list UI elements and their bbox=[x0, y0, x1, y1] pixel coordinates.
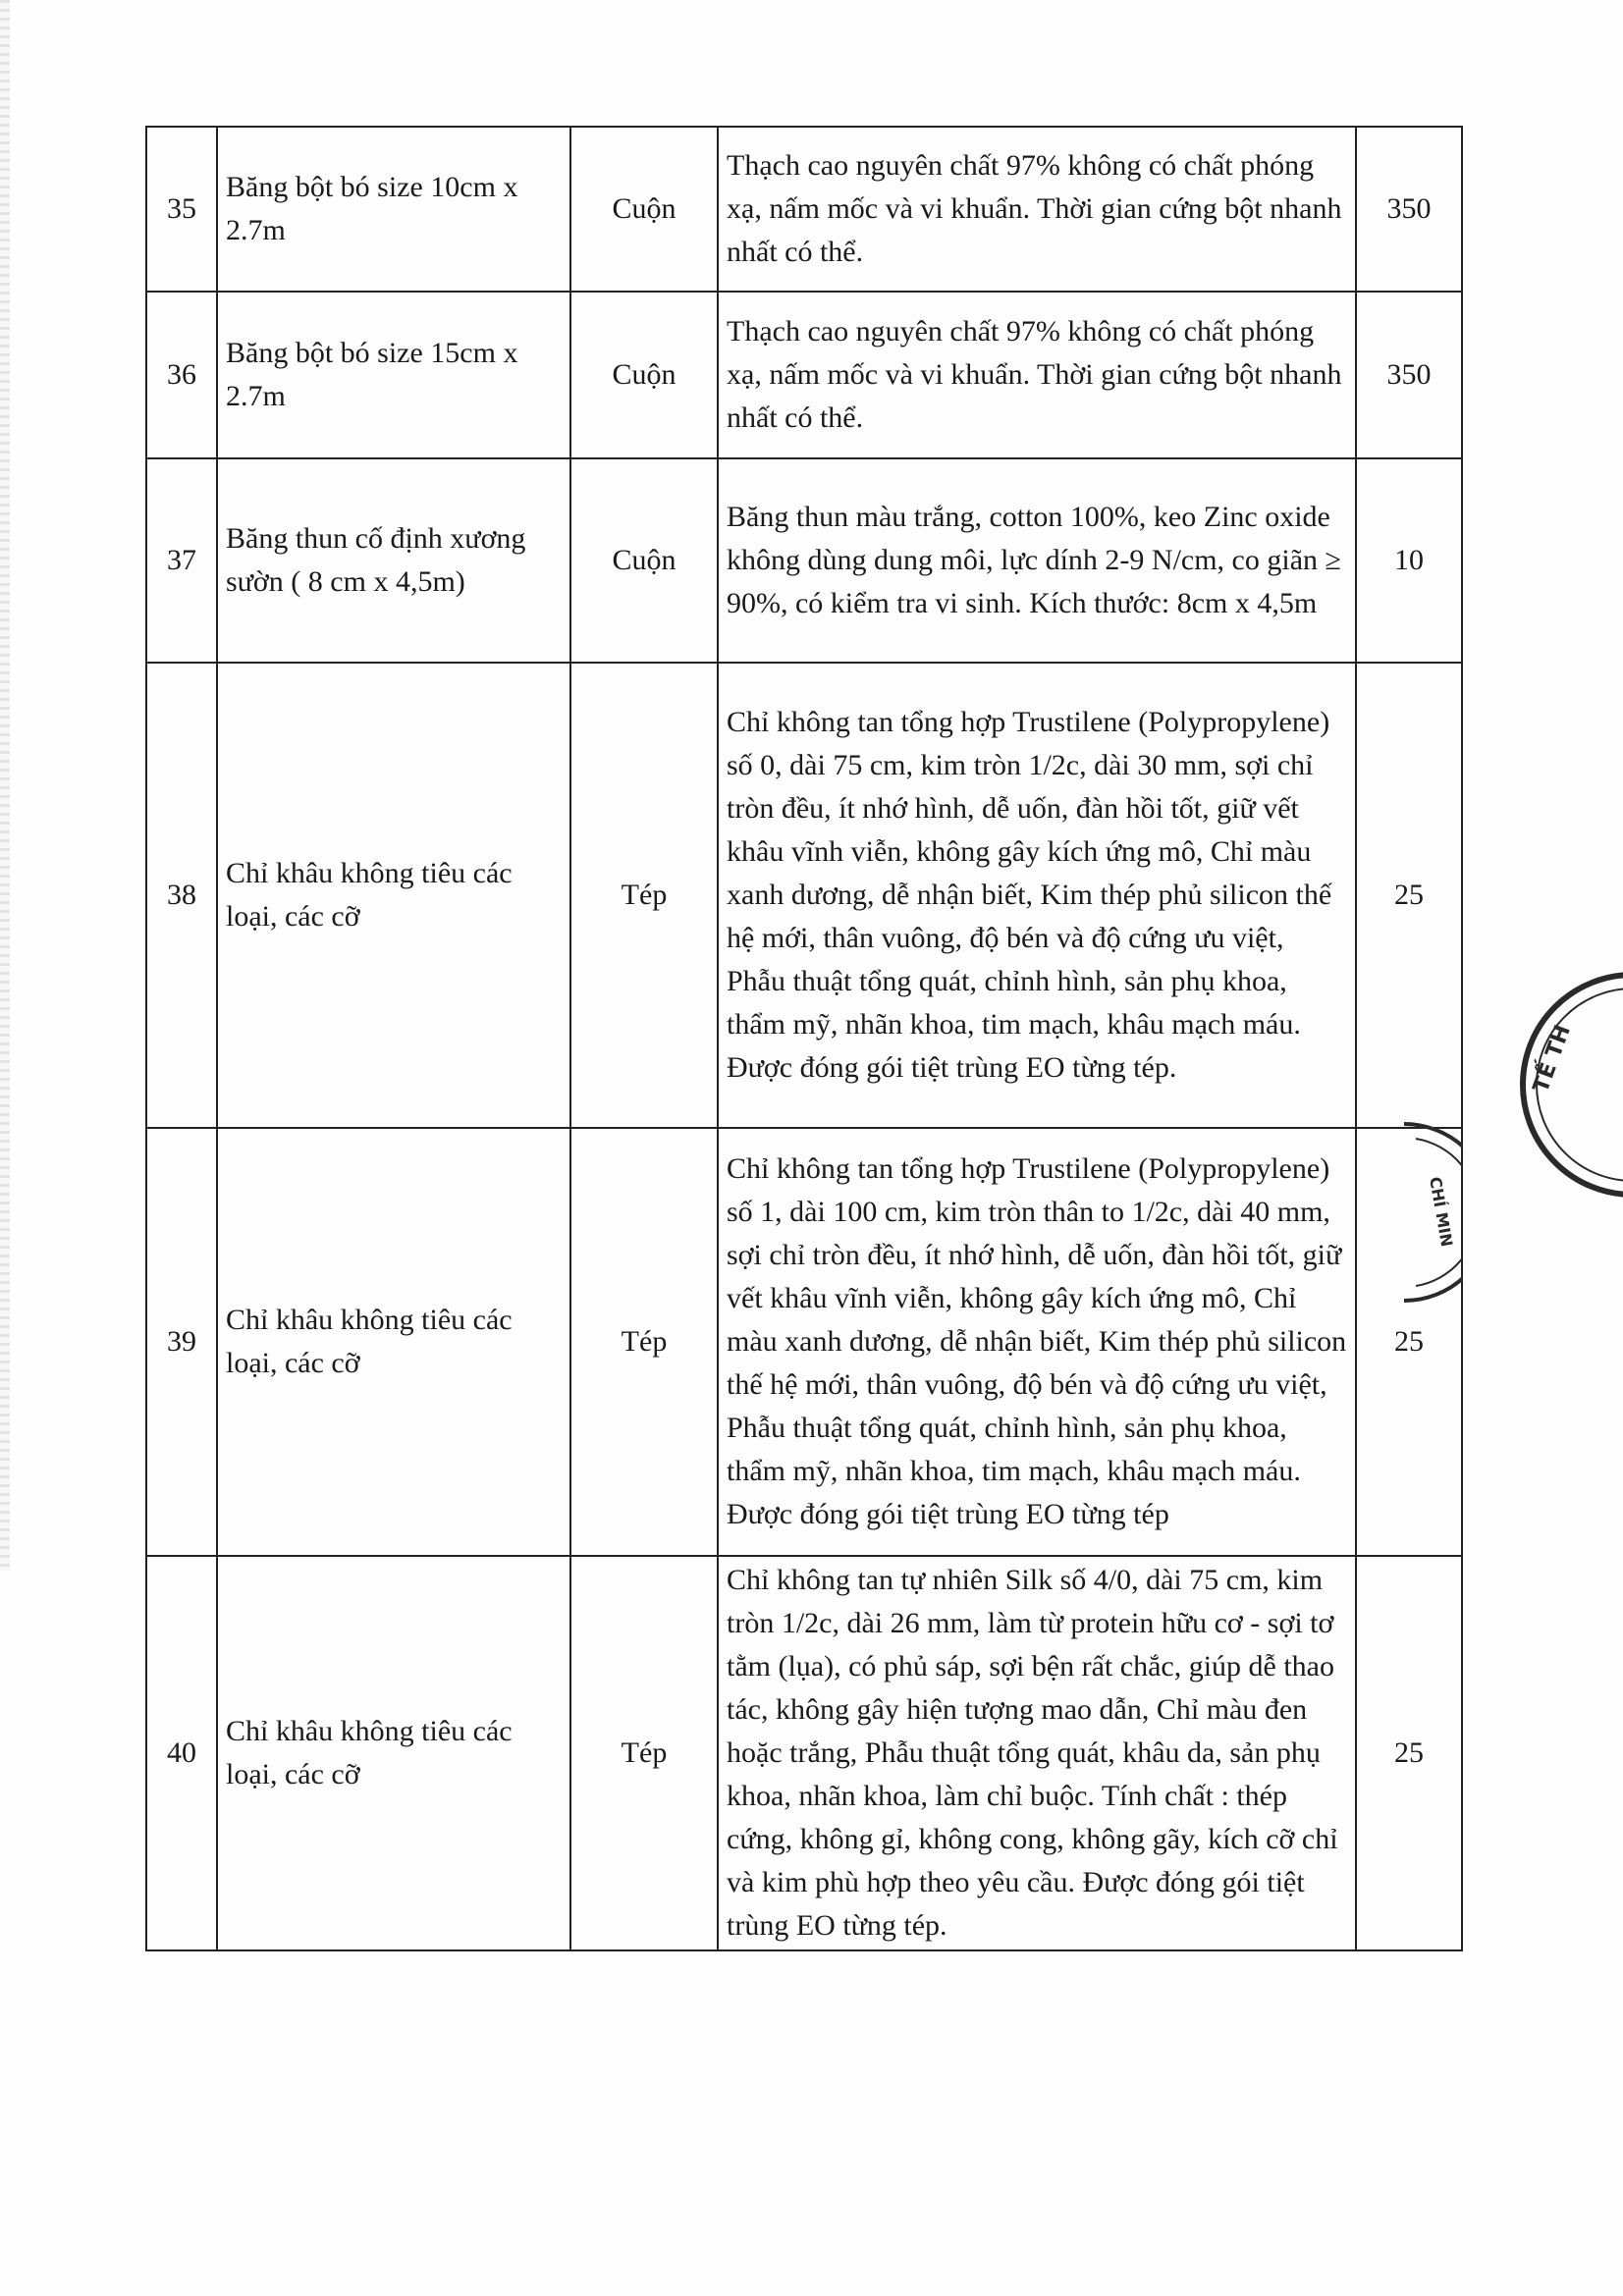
row-number: 38 bbox=[146, 663, 217, 1128]
item-name: Chỉ khâu không tiêu các loại, các cỡ bbox=[217, 1128, 570, 1556]
item-name: Chỉ khâu không tiêu các loại, các cỡ bbox=[217, 663, 570, 1128]
row-number: 36 bbox=[146, 292, 217, 458]
row-number: 35 bbox=[146, 127, 217, 292]
item-unit: Cuộn bbox=[570, 458, 718, 663]
item-unit: Tép bbox=[570, 663, 718, 1128]
item-quantity: 25 bbox=[1356, 1128, 1462, 1556]
seal-text: TẾ TH bbox=[1529, 1021, 1576, 1096]
table-row bbox=[146, 292, 1462, 458]
item-specification: Chỉ không tan tự nhiên Silk số 4/0, dài 75 cm, kim tròn 1/2c, dài 26 mm, làm từ protein hữu cơ - sợi tơ tằm (lụa), có phủ sáp, sợi bện rất chắc, giúp dễ thao tác, không gây hiện tượng mao dẫn, Chỉ màu đen hoặc trắng, Phẫu thuật tổng quát, khâu da, sản phụ khoa, nhãn khoa, làm chỉ buộc. Tính chất : thép cứng, không gỉ, không cong, không gãy, kích cỡ chỉ và kim phù hợp theo yêu cầu. Được đóng gói tiệt trùng EO từng tép. bbox=[718, 1556, 1356, 1950]
table-row bbox=[146, 127, 1462, 292]
row-number: 40 bbox=[146, 1556, 217, 1950]
item-unit: Cuộn bbox=[570, 292, 718, 458]
item-specification: Băng thun màu trắng, cotton 100%, keo Zinc oxide không dùng dung môi, lực dính 2-9 N/cm, co giãn ≥ 90%, có kiểm tra vi sinh. Kích thước: 8cm x 4,5m bbox=[718, 458, 1356, 663]
item-specification: Thạch cao nguyên chất 97% không có chất phóng xạ, nấm mốc và vi khuẩn. Thời gian cứng bột nhanh nhất có thể. bbox=[718, 127, 1356, 292]
item-specification: Chỉ không tan tổng hợp Trustilene (Polypropylene) số 0, dài 75 cm, kim tròn 1/2c, dài 30 mm, sợi chỉ tròn đều, ít nhớ hình, dễ uốn, đàn hồi tốt, giữ vết khâu vĩnh viễn, không gây kích ứng mô, Chỉ màu xanh dương, dễ nhận biết, Kim thép phủ silicon thế hệ mới, thân vuông, độ bén và độ cứng ưu việt, Phẫu thuật tổng quát, chỉnh hình, sản phụ khoa, thẩm mỹ, nhãn khoa, tim mạch, khâu mạch máu. Được đóng gói tiệt trùng EO từng tép. bbox=[718, 663, 1356, 1128]
item-quantity: 350 bbox=[1356, 292, 1462, 458]
supplies-table bbox=[145, 126, 1463, 1951]
item-name: Băng bột bó size 15cm x 2.7m bbox=[217, 292, 570, 458]
scan-edge-artifact bbox=[0, 0, 10, 1571]
item-quantity: 25 bbox=[1356, 1556, 1462, 1950]
item-name: Chỉ khâu không tiêu các loại, các cỡ bbox=[217, 1556, 570, 1950]
table-row bbox=[146, 1128, 1462, 1556]
item-name: Băng thun cố định xương sườn ( 8 cm x 4,5m) bbox=[217, 458, 570, 663]
item-unit: Tép bbox=[570, 1128, 718, 1556]
seal-icon bbox=[1486, 972, 1623, 1198]
seal-fragment-icon bbox=[1394, 1119, 1463, 1306]
item-specification: Thạch cao nguyên chất 97% không có chất phóng xạ, nấm mốc và vi khuẩn. Thời gian cứng bột nhanh nhất có thể. bbox=[718, 292, 1356, 458]
item-quantity: 350 bbox=[1356, 127, 1462, 292]
table-row bbox=[146, 458, 1462, 663]
row-number: 37 bbox=[146, 458, 217, 663]
table-row bbox=[146, 663, 1462, 1128]
row-number: 39 bbox=[146, 1128, 217, 1556]
item-quantity: 10 bbox=[1356, 458, 1462, 663]
item-specification: Chỉ không tan tổng hợp Trustilene (Polypropylene) số 1, dài 100 cm, kim tròn thân to 1/2c, dài 40 mm, sợi chỉ tròn đều, ít nhớ hình, dễ uốn, đàn hồi tốt, giữ vết khâu vĩnh viễn, không gây kích ứng mô, Chỉ màu xanh dương, dễ nhận biết, Kim thép phủ silicon thế hệ mới, thân vuông, độ bén và độ cứng ưu việt, Phẫu thuật tổng quát, chỉnh hình, sản phụ khoa, thẩm mỹ, nhãn khoa, tim mạch, khâu mạch máu. Được đóng gói tiệt trùng EO từng tép bbox=[718, 1128, 1356, 1556]
official-seal bbox=[1486, 972, 1623, 1198]
item-name: Băng bột bó size 10cm x 2.7m bbox=[217, 127, 570, 292]
item-unit: Tép bbox=[570, 1556, 718, 1950]
item-unit: Cuộn bbox=[570, 127, 718, 292]
item-quantity: 25 bbox=[1356, 663, 1462, 1128]
table-row bbox=[146, 1556, 1462, 1950]
seal-fragment bbox=[1394, 1119, 1463, 1306]
seal-fragment-text: CHÍ MIN bbox=[1426, 1175, 1457, 1249]
